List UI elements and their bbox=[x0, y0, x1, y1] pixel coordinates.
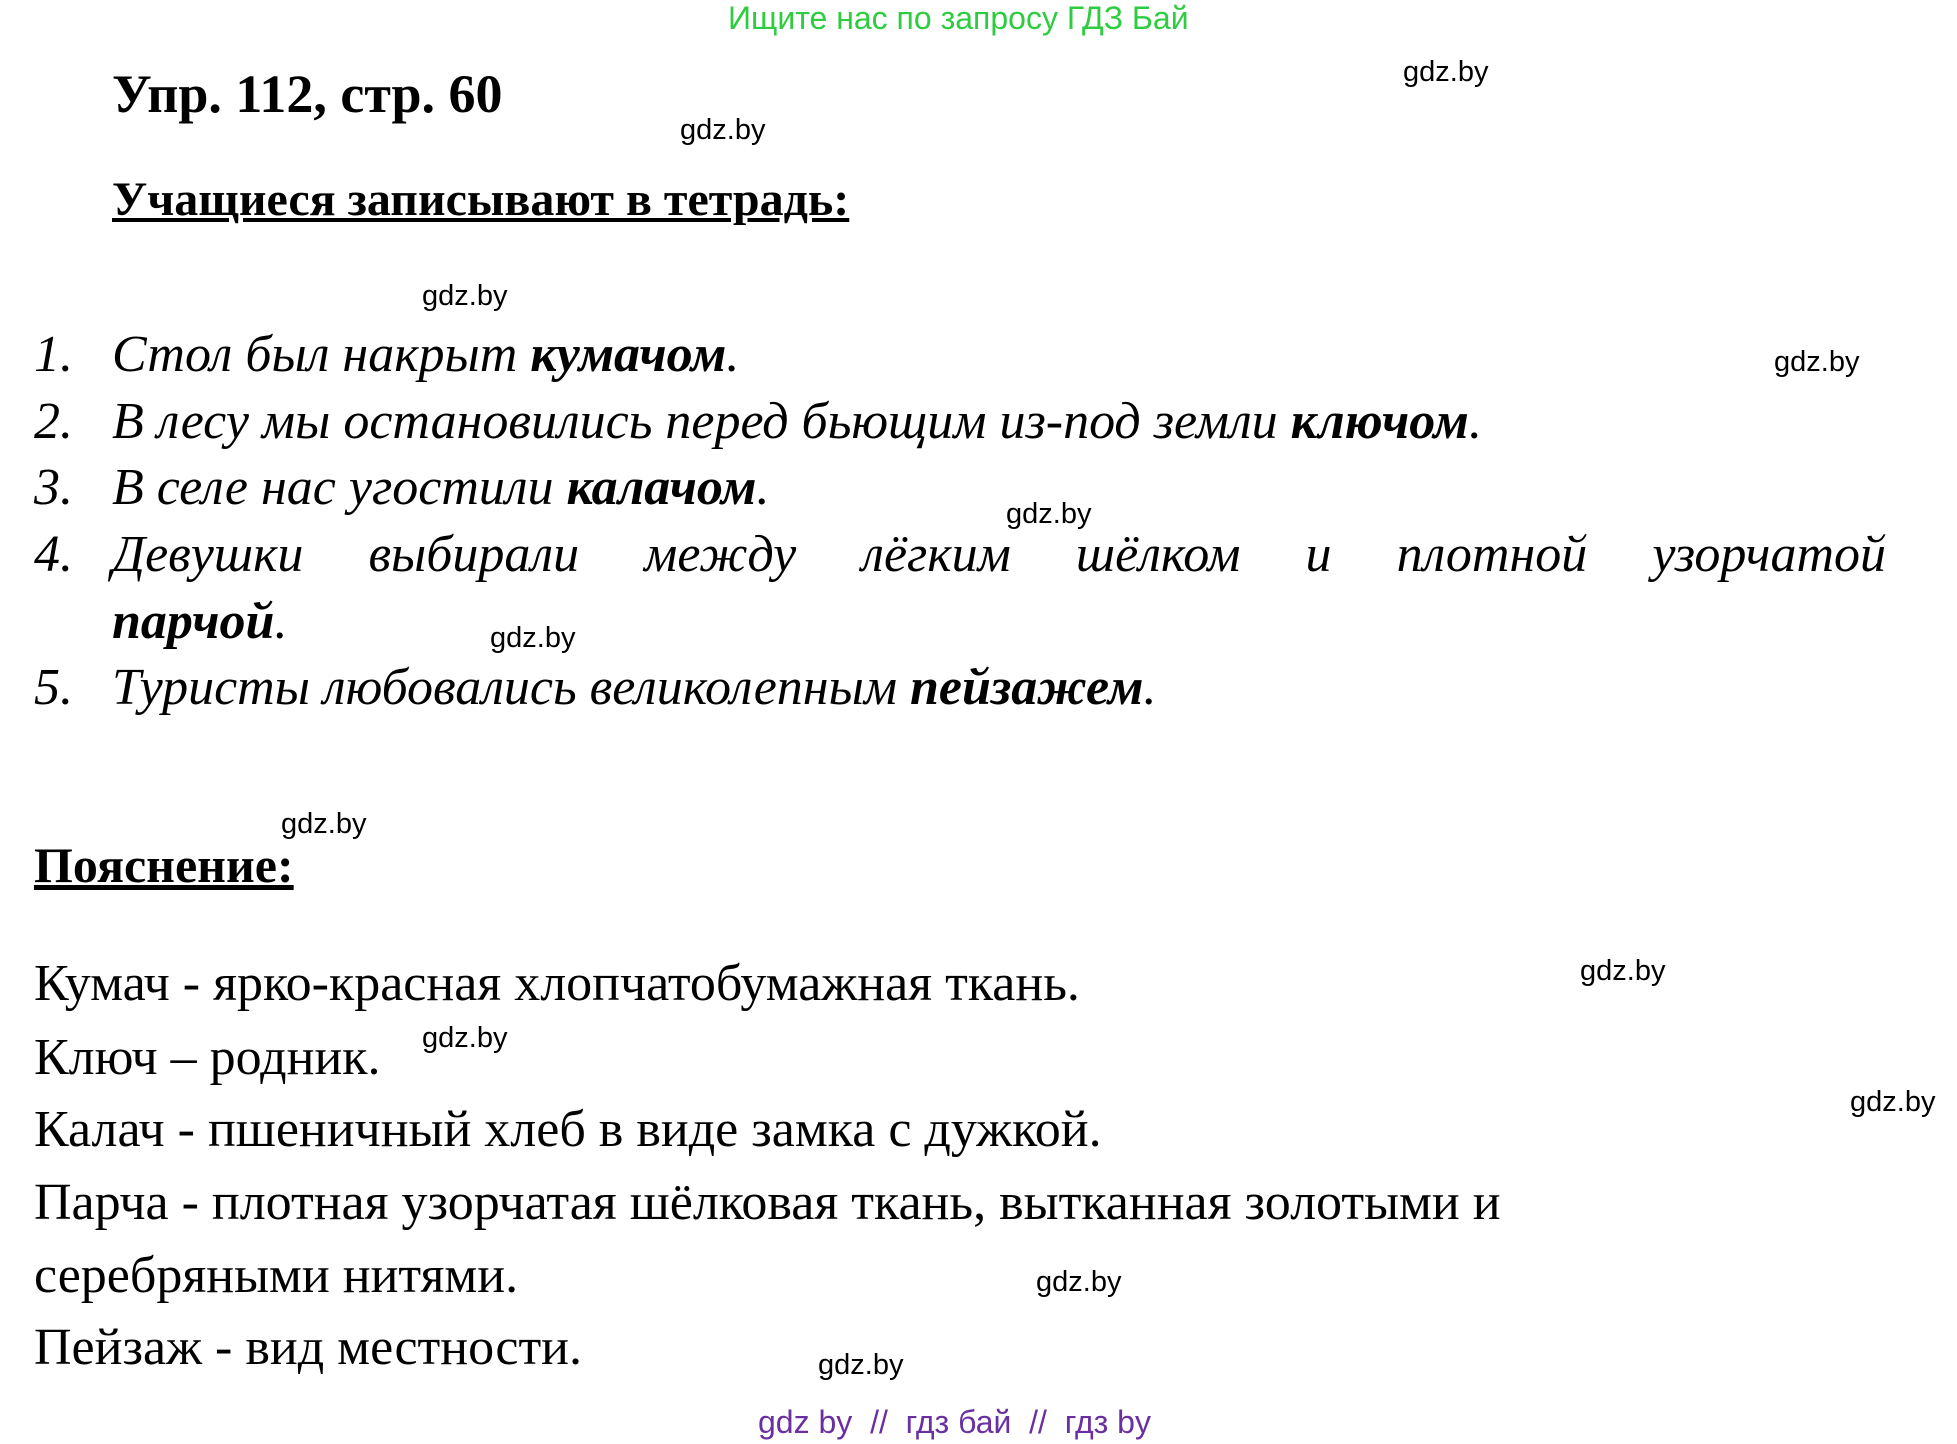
sentence-end: . bbox=[756, 459, 770, 516]
list-item-sentence bbox=[112, 658, 1156, 718]
watermark: gdz.by bbox=[1036, 1266, 1122, 1298]
watermark: gdz.by bbox=[422, 280, 508, 312]
list-item-sentence bbox=[112, 458, 770, 518]
footer-links[interactable]: gdz by // гдз бай // гдз by bbox=[758, 1404, 1151, 1440]
watermark: gdz.by bbox=[1580, 955, 1666, 987]
explanation-line: Кумач - ярко-красная хлопчатобумажная ткань. bbox=[34, 955, 1080, 1012]
explanation-line: серебряными нитями. bbox=[34, 1247, 519, 1304]
sentence-text: В лесу мы остановились перед бьющим из-под земли bbox=[112, 393, 1291, 450]
sentence-text: В селе нас угостили bbox=[112, 459, 567, 516]
list-item-number: 4. bbox=[34, 526, 73, 583]
list-item-number: 3. bbox=[34, 459, 73, 516]
explanation-line: Ключ – родник. bbox=[34, 1029, 381, 1086]
list-item-sentence bbox=[112, 325, 739, 385]
watermark: gdz.by bbox=[818, 1349, 904, 1381]
list-item-sentence: Девушки выбирали между лёгким шёлком и плотной узорчатой bbox=[112, 526, 1886, 583]
sentence-text: Туристы любовались великолепным bbox=[112, 659, 911, 716]
sentence-keyword: ключом bbox=[1290, 393, 1469, 450]
watermark: gdz.by bbox=[490, 622, 576, 654]
explanation-heading: Пояснение: bbox=[34, 837, 294, 893]
list-item-number: 2. bbox=[34, 393, 73, 450]
watermark: gdz.by bbox=[281, 808, 367, 840]
watermark: gdz.by bbox=[1850, 1086, 1936, 1118]
page-title: Упр. 112, стр. 60 bbox=[112, 64, 503, 124]
sentence-keyword: пейзажем bbox=[910, 659, 1144, 716]
watermark: gdz.by bbox=[680, 114, 766, 146]
top-banner[interactable]: Ищите нас по запросу ГДЗ Бай bbox=[728, 0, 1189, 36]
watermark: gdz.by bbox=[1403, 56, 1489, 88]
sentence-text: Стол был накрыт bbox=[112, 326, 531, 383]
watermark: gdz.by bbox=[422, 1022, 508, 1054]
list-item-number: 5. bbox=[34, 659, 73, 716]
sentence-end: . bbox=[726, 326, 740, 383]
sentence-keyword: парчой bbox=[112, 593, 275, 650]
sentence-end: . bbox=[1143, 659, 1157, 716]
watermark: gdz.by bbox=[1774, 346, 1860, 378]
list-item-sentence bbox=[112, 392, 1482, 452]
sentence-end: . bbox=[1468, 393, 1482, 450]
explanation-line: Калач - пшеничный хлеб в виде замка с дужкой. bbox=[34, 1101, 1102, 1158]
section-subtitle: Учащиеся записывают в тетрадь: bbox=[112, 173, 850, 226]
list-item-sentence-continuation bbox=[112, 592, 287, 652]
sentence-keyword: калачом bbox=[566, 459, 757, 516]
explanation-line: Пейзаж - вид местности. bbox=[34, 1319, 583, 1376]
list-item-number: 1. bbox=[34, 326, 73, 383]
explanation-line: Парча - плотная узорчатая шёлковая ткань, вытканная золотыми и bbox=[34, 1174, 1501, 1231]
sentence-end: . bbox=[274, 593, 288, 650]
watermark: gdz.by bbox=[1006, 498, 1092, 530]
sentence-keyword: кумачом bbox=[530, 326, 727, 383]
